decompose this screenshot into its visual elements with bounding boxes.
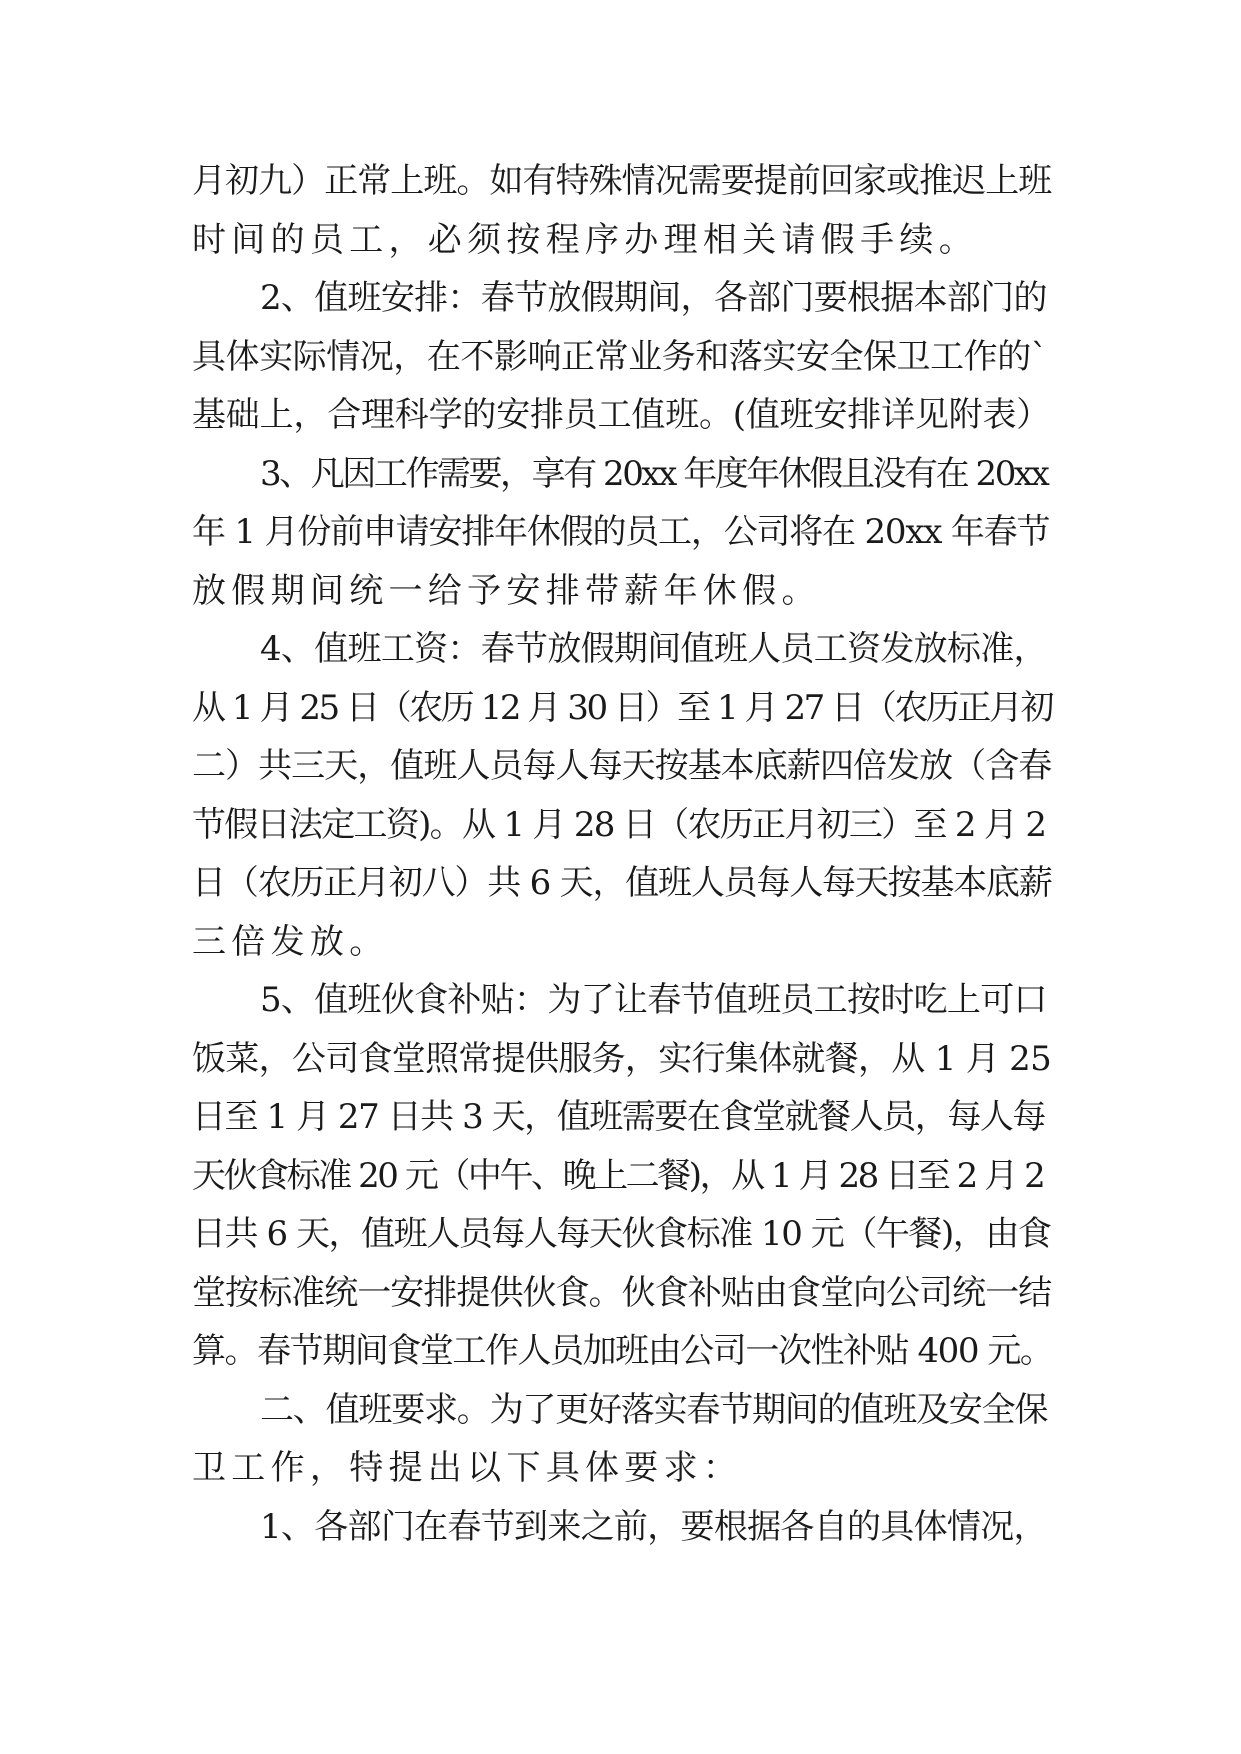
text-line: 从 1 月 25 日（农历 12 月 30 日）至 1 月 27 日（农历正月初 [192, 687, 1053, 728]
text-line: 饭菜，公司食堂照常提供服务，实行集体就餐，从 1 月 25 [192, 1038, 1052, 1079]
paragraph-start-line: 3、凡因工作需要，享有 20xx 年度年休假且没有在 20xx [260, 453, 1048, 494]
paragraph-start-line: 2、值班安排：春节放假期间，各部门要根据本部门的 [260, 278, 1047, 318]
paragraph-start-line: 二、值班要求。为了更好落实春节期间的值班及安全保 [260, 1389, 1048, 1430]
text-line: 放假期间统一给予安排带薪年休假。 [192, 570, 821, 611]
text-line: 算。春节期间食堂工作人员加班由公司一次性补贴 400 元。 [192, 1331, 1053, 1371]
text-line: 日至 1 月 27 日共 3 天，值班需要在食堂就餐人员，每人每 [192, 1097, 1045, 1137]
text-line: 具体实际情况，在不影响正常业务和落实安全保卫工作的` [192, 336, 1048, 377]
text-line: 时间的员工，必须按程序办理相关请假手续。 [192, 219, 978, 260]
text-line: 月初九）正常上班。如有特殊情况需要提前回家或推迟上班 [192, 161, 1052, 201]
text-line: 三倍发放。 [192, 921, 389, 962]
text-line: 卫工作，特提出以下具体要求： [192, 1448, 743, 1488]
text-line: 年 1 月份前申请安排年休假的员工，公司将在 20xx 年春节 [192, 512, 1050, 552]
text-line: 堂按标准统一安排提供伙食。伙食补贴由食堂向公司统一结 [192, 1272, 1052, 1313]
text-line: 日共 6 天，值班人员每人每天伙食标准 10 元（午餐)，由食 [192, 1214, 1051, 1254]
paragraph-start-line: 5、值班伙食补贴：为了让春节值班员工按时吃上可口 [260, 980, 1047, 1020]
text-line: 基础上，合理科学的安排员工值班。(值班安排详见附表） [192, 395, 1051, 435]
text-line: 二）共三天，值班人员每人每天按基本底薪四倍发放（含春 [192, 746, 1052, 786]
text-line: 日（农历正月初八）共 6 天，值班人员每人每天按基本底薪 [192, 863, 1052, 903]
paragraph-start-line: 4、值班工资：春节放假期间值班人员工资发放标准， [260, 629, 1047, 669]
document-body [192, 152, 1052, 1556]
text-line: 节假日法定工资)。从 1 月 28 日（农历正月初三）至 2 月 2 [192, 804, 1046, 845]
paragraph-start-line: 1、各部门在春节到来之前，要根据各自的具体情况， [260, 1506, 1047, 1547]
text-line: 天伙食标准 20 元（中午、晚上二餐)，从 1 月 28 日至 2 月 2 [192, 1155, 1044, 1196]
